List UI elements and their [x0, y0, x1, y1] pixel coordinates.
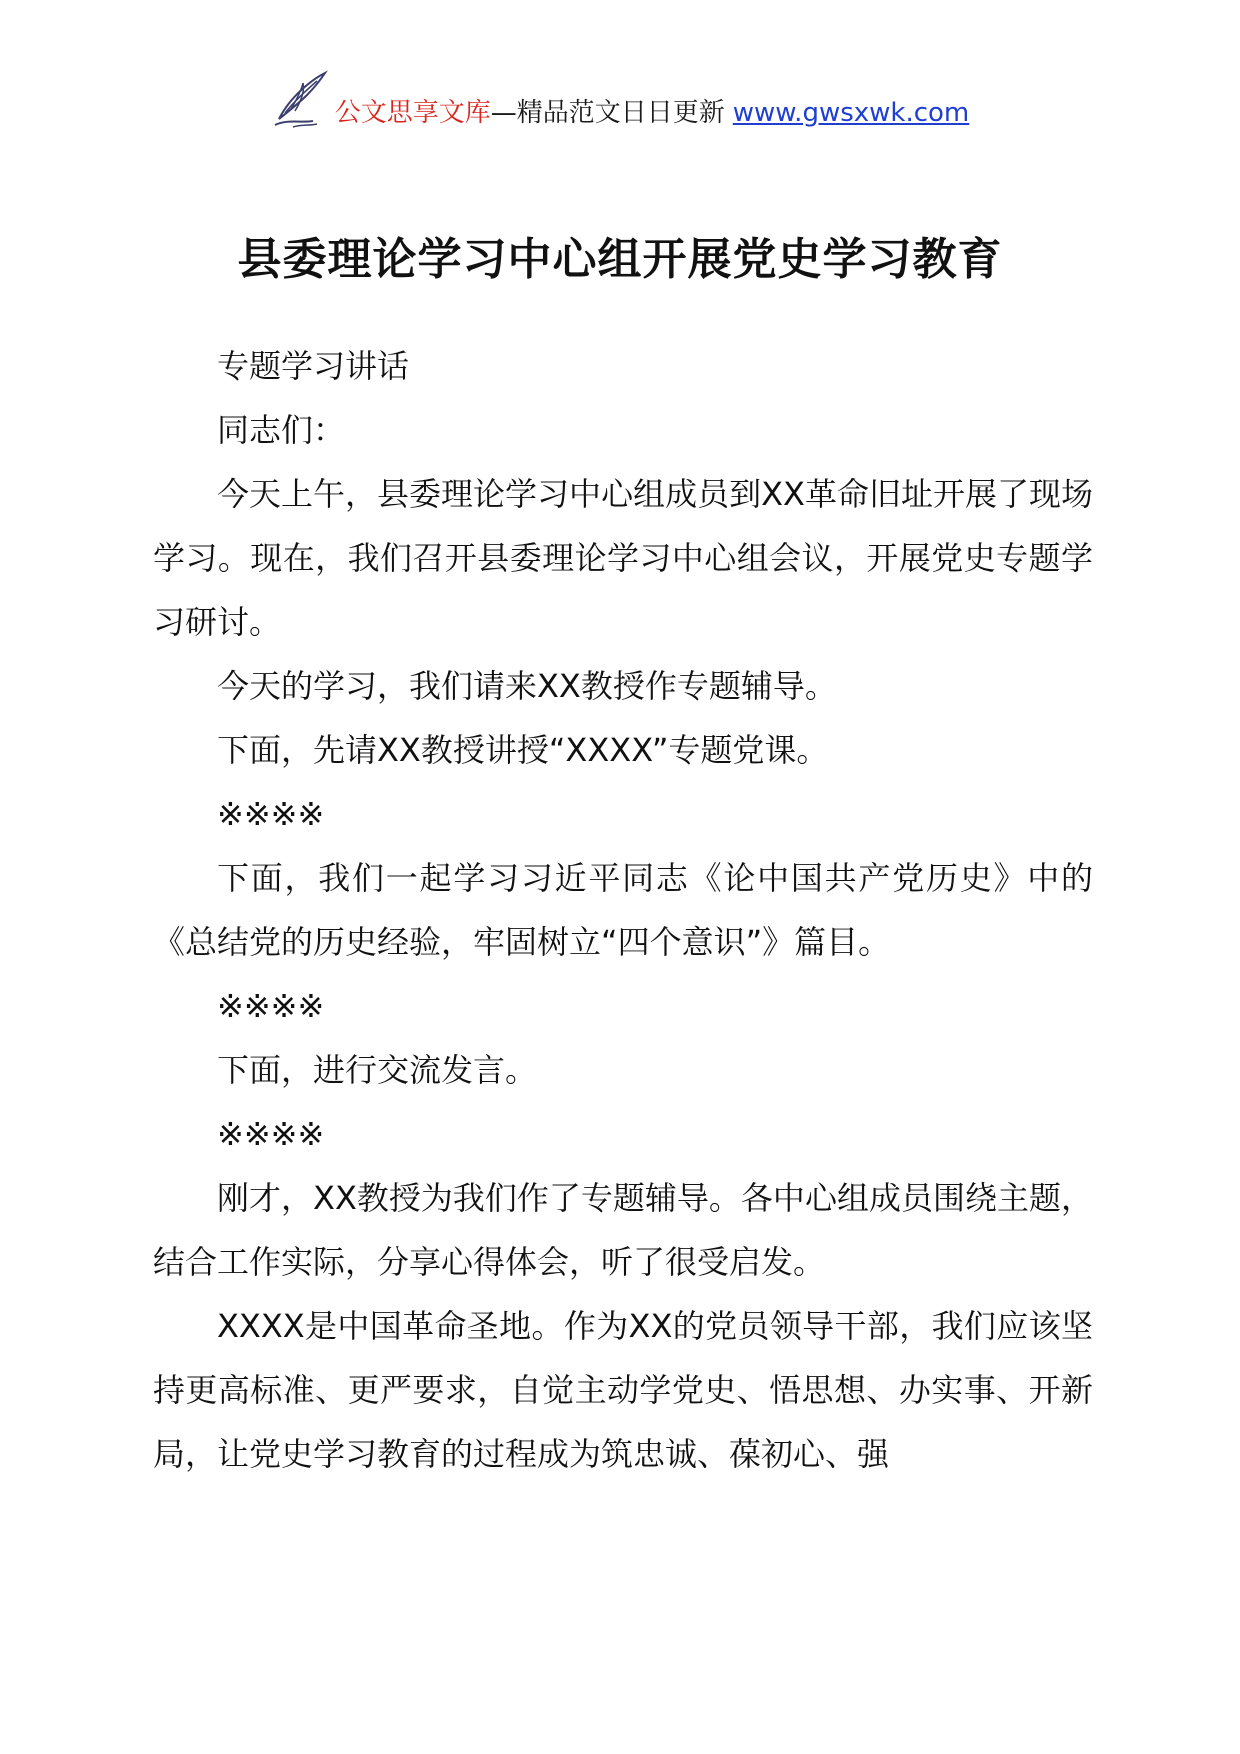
section-separator: ※※※※	[217, 795, 325, 833]
header-text	[335, 98, 970, 128]
section-separator: ※※※※	[217, 1115, 325, 1153]
site-name: 公文思享文库	[334, 98, 491, 128]
paragraph: 下面，先请XX教授讲授“XXXX”专题党课。	[217, 731, 829, 769]
section-separator: ※※※※	[217, 987, 325, 1025]
paragraph: 同志们：	[217, 411, 346, 449]
document-body	[153, 334, 1093, 1486]
paragraph: 今天上午，县委理论学习中心组成员到XX革命旧址开展了现场学习。现在，我们召开县委理论学习中心组会议，开展党史专题学习研讨。	[153, 475, 1093, 641]
document-title: 县委理论学习中心组开展党史学习教育	[237, 234, 1003, 285]
site-url-link[interactable]: www.gwsxwk.com	[732, 98, 970, 128]
site-tagline: —精品范文日日更新	[490, 98, 725, 128]
paragraph: 下面，进行交流发言。	[217, 1051, 538, 1089]
quill-pen-logo-icon	[271, 69, 331, 131]
paragraph: 刚才，XX教授为我们作了专题辅导。各中心组成员围绕主题，结合工作实际，分享心得体会，听了很受启发。	[153, 1179, 1093, 1281]
paragraph: 今天的学习，我们请来XX教授作专题辅导。	[217, 667, 837, 705]
page-header	[0, 72, 1240, 142]
header-line	[271, 83, 970, 131]
paragraph: 下面，我们一起学习习近平同志《论中国共产党历史》中的《总结党的历史经验，牢固树立“四个意识”》篇目。	[153, 859, 1093, 961]
paragraph: XXXX是中国革命圣地。作为XX的党员领导干部，我们应该坚持更高标准、更严要求，自觉主动学党史、悟思想、办实事、开新局，让党史学习教育的过程成为筑忠诚、葆初心、强	[153, 1307, 1093, 1473]
paragraph: 专题学习讲话	[217, 347, 410, 385]
